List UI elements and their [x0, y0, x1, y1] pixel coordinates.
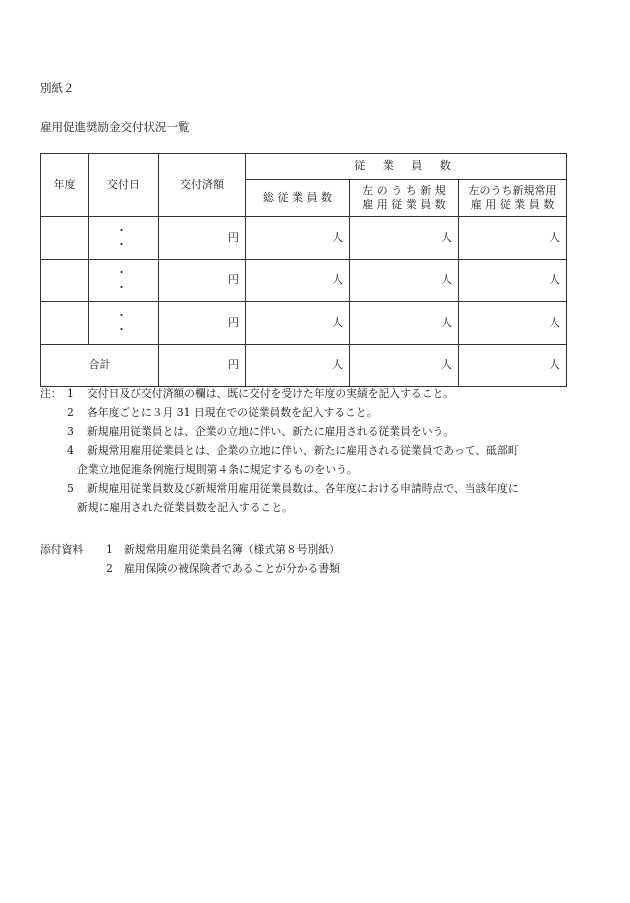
- grant-status-table: [40, 153, 567, 387]
- header-employee-count: 従 業 員 数: [246, 154, 567, 180]
- header-regular-line2: 雇 用 従 業 員 数: [470, 198, 555, 211]
- header-regular-line1: 左のうち新規常用: [468, 183, 557, 197]
- date-cell: ・ ・: [89, 260, 159, 302]
- document-label: 別紙２: [40, 81, 75, 95]
- note-number: 1: [67, 387, 74, 400]
- year-cell: [41, 302, 89, 345]
- header-new-line2: 雇 用 従 業 員 数: [362, 198, 446, 211]
- note-item: [40, 441, 600, 460]
- attachment-number: 2: [106, 562, 113, 575]
- header-new-employees: [350, 180, 459, 217]
- note-text: 企業立地促進条例施行規則第４条に規定するものをいう。: [77, 463, 358, 476]
- header-new-regular-employees: [459, 180, 567, 217]
- date-cell: ・ ・: [89, 217, 159, 260]
- total-cell: 人: [246, 302, 350, 345]
- regular-cell: 人: [459, 217, 567, 260]
- regular-cell: 人: [459, 302, 567, 345]
- year-cell: [41, 217, 89, 260]
- notes-section: [40, 384, 600, 517]
- note-item: [40, 479, 600, 498]
- note-text: 新規に雇用された従業員数を記入すること。: [77, 501, 293, 514]
- header-year: 年度: [41, 154, 89, 217]
- new-cell: 人: [350, 260, 459, 302]
- note-item: [40, 384, 600, 403]
- note-text: 新規常用雇用従業員とは、企業の立地に伴い、新たに雇用される従業員であって、砥部町: [87, 444, 519, 457]
- table-row: [41, 217, 567, 260]
- amount-cell: 円: [159, 302, 246, 345]
- amount-cell: 円: [159, 260, 246, 302]
- date-cell: ・ ・: [89, 302, 159, 345]
- attachment-text: 雇用保険の被保険者であることが分かる書類: [124, 562, 340, 575]
- note-text: 新規雇用従業員とは、企業の立地に伴い、新たに雇用される従業員をいう。: [87, 425, 455, 438]
- regular-cell: 人: [459, 260, 567, 302]
- total-label: 合計: [41, 345, 159, 387]
- table-row: [41, 260, 567, 302]
- total-regular-cell: 人: [459, 345, 567, 387]
- header-grant-amount: 交付済額: [159, 154, 246, 217]
- total-cell: 人: [246, 217, 350, 260]
- total-total-cell: 人: [246, 345, 350, 387]
- note-continuation: [40, 460, 600, 479]
- amount-cell: 円: [159, 217, 246, 260]
- note-number: 3: [67, 425, 74, 438]
- attachment-item: [40, 540, 540, 559]
- new-cell: 人: [350, 217, 459, 260]
- note-number: 4: [67, 444, 74, 457]
- table-row: [41, 302, 567, 345]
- note-number: 5: [67, 482, 74, 495]
- year-cell: [41, 260, 89, 302]
- total-amount-cell: 円: [159, 345, 246, 387]
- notes-head: 注：: [40, 387, 62, 400]
- attachments-head: 添付資料: [40, 543, 84, 556]
- attachment-number: 1: [106, 543, 113, 556]
- header-total-employees: 総 従 業 員 数: [246, 180, 350, 217]
- total-row: [41, 345, 567, 387]
- note-item: [40, 403, 600, 422]
- document-title: 雇用促進奨励金交付状況一覧: [40, 120, 190, 134]
- header-grant-date: 交付日: [89, 154, 159, 217]
- new-cell: 人: [350, 302, 459, 345]
- note-text: 交付日及び交付済額の欄は、既に交付を受けた年度の実績を記入すること。: [87, 387, 455, 400]
- attachment-text: 新規常用雇用従業員名簿（様式第８号別紙）: [124, 543, 340, 556]
- attachment-item: [40, 559, 540, 578]
- note-item: [40, 422, 600, 441]
- note-text: 各年度ごとに３月 31 日現在での従業員数を記入すること。: [87, 406, 378, 419]
- header-new-line1: 左 の う ち 新 規: [362, 183, 446, 197]
- total-cell: 人: [246, 260, 350, 302]
- note-number: 2: [67, 406, 74, 419]
- note-text: 新規雇用従業員数及び新規常用雇用従業員数は、各年度における申請時点で、当該年度に: [87, 482, 519, 495]
- total-new-cell: 人: [350, 345, 459, 387]
- attachments-section: [40, 540, 540, 578]
- note-continuation: [40, 498, 600, 517]
